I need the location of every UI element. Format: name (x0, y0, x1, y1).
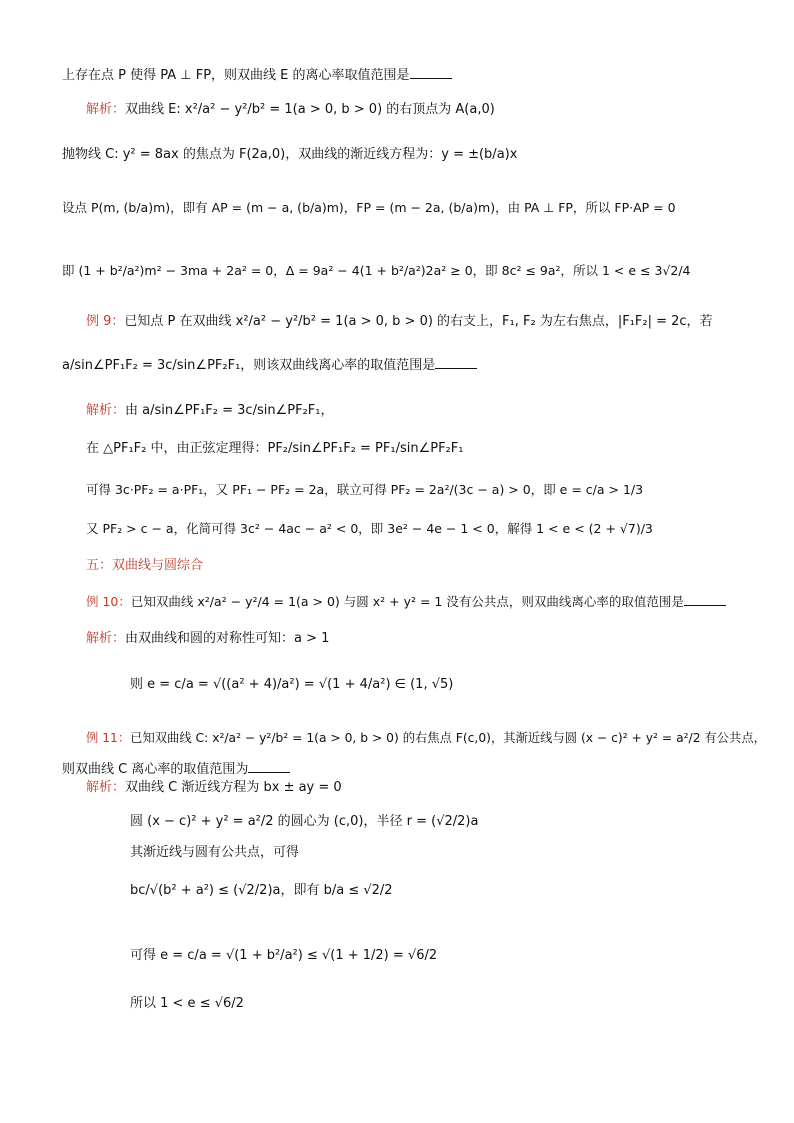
line-text: 双曲线 E: x²/a² − y²/b² = 1(a > 0, b > 0) 的右顶点为 A(a,0) (125, 102, 495, 117)
answer-blank (684, 593, 726, 606)
line-circle (130, 814, 478, 830)
line-solution-10 (86, 631, 329, 647)
answer-blank (248, 760, 290, 773)
line-solution-1 (86, 102, 495, 118)
line-sine-rule (86, 441, 463, 457)
solution-label: 解析： (86, 102, 126, 117)
line-text: 即 (1 + b²/a²)m² − 3ma + 2a² = 0，Δ = 9a² − 4(1 + b²/a²)2a² ≥ 0，即 8c² ≤ 9a²，所以 1 < e ≤ 3√2/4 (62, 263, 691, 278)
line-text: 又 PF₂ > c − a，化简可得 3c² − 4ac − a² < 0，即 3e² − 4e − 1 < 0，解得 1 < e < (2 + √7)/3 (86, 521, 653, 536)
line-intro (62, 66, 452, 84)
line-text: 可得 3c·PF₂ = a·PF₁，又 PF₁ − PF₂ = 2a，联立可得 PF₂ = 2a²/(3c − a) > 0，即 e = c/a > 1/3 (86, 482, 644, 497)
line-text: 上存在点 P 使得 PA ⊥ FP，则双曲线 E 的离心率取值范围是 (62, 68, 410, 83)
line-eccentricity-10 (130, 677, 453, 693)
line-solution-9 (86, 403, 333, 419)
example-label: 例 10： (86, 594, 131, 609)
line-text: a/sin∠PF₁F₂ = 3c/sin∠PF₂F₁，则该双曲线离心率的取值范围是 (62, 358, 436, 373)
line-solution-11 (86, 780, 342, 796)
line-example-9-cont (62, 356, 477, 374)
line-conclusion (130, 996, 244, 1012)
line-text: bc/√(b² + a²) ≤ (√2/2)a，即有 b/a ≤ √2/2 (130, 883, 393, 898)
solution-label: 解析： (86, 403, 126, 418)
line-inequality (86, 521, 653, 537)
line-text: 设点 P(m, (b/a)m)，即有 AP = (m − a, (b/a)m)，FP = (m − 2a, (b/a)m)，由 PA ⊥ FP，所以 FP·AP = 0 (62, 200, 676, 215)
answer-blank (410, 66, 452, 79)
line-set-point (62, 200, 676, 216)
line-combine (86, 482, 643, 498)
line-example-11 (86, 730, 766, 746)
section-title: 五：双曲线与圆综合 (86, 558, 204, 573)
line-common-point (130, 845, 299, 861)
example-label: 例 11： (86, 731, 131, 745)
line-distance (130, 883, 393, 899)
line-text: 在 △PF₁F₂ 中，由正弦定理得：PF₂/sin∠PF₁F₂ = PF₁/sin∠PF₂F₁ (86, 441, 464, 456)
line-text: 由双曲线和圆的对称性可知：a > 1 (125, 631, 330, 646)
line-text: 抛物线 C: y² = 8ax 的焦点为 F(2a,0)，双曲线的渐近线方程为：y = ±(b/a)x (62, 147, 518, 162)
solution-label: 解析： (86, 780, 126, 795)
line-text: 圆 (x − c)² + y² = a²/2 的圆心为 (c,0)，半径 r = (√2/2)a (130, 814, 479, 829)
line-example-10 (86, 593, 726, 610)
line-parabola (62, 147, 517, 163)
line-text: 可得 e = c/a = √(1 + b²/a²) ≤ √(1 + 1/2) = √6/2 (130, 948, 438, 963)
line-discriminant (62, 263, 691, 279)
line-example-11-cont (62, 760, 290, 778)
line-text: 则双曲线 C 离心率的取值范围为 (62, 762, 249, 777)
line-eccentricity-11 (130, 948, 437, 964)
line-text: 已知双曲线 x²/a² − y²/4 = 1(a > 0) 与圆 x² + y² = 1 没有公共点，则双曲线离心率的取值范围是 (130, 594, 684, 609)
line-text: 双曲线 C 渐近线方程为 bx ± ay = 0 (125, 780, 342, 795)
example-label: 例 9： (86, 314, 125, 329)
line-text: 由 a/sin∠PF₁F₂ = 3c/sin∠PF₂F₁， (125, 403, 334, 418)
line-text: 则 e = c/a = √((a² + 4)/a²) = √(1 + 4/a²) ∈ (1, √5) (130, 677, 454, 692)
solution-label: 解析： (86, 631, 126, 646)
line-example-9 (86, 314, 713, 330)
line-text: 已知点 P 在双曲线 x²/a² − y²/b² = 1(a > 0, b > 0) 的右支上，F₁, F₂ 为左右焦点，|F₁F₂| = 2c，若 (124, 314, 713, 329)
line-text: 所以 1 < e ≤ √6/2 (130, 996, 244, 1011)
line-text: 其渐近线与圆有公共点，可得 (130, 845, 300, 860)
section-heading (86, 558, 203, 574)
answer-blank (435, 356, 477, 369)
line-text: 已知双曲线 C: x²/a² − y²/b² = 1(a > 0, b > 0) 的右焦点 F(c,0)，其渐近线与圆 (x − c)² + y² = a²/2 有公共点， (130, 731, 766, 745)
